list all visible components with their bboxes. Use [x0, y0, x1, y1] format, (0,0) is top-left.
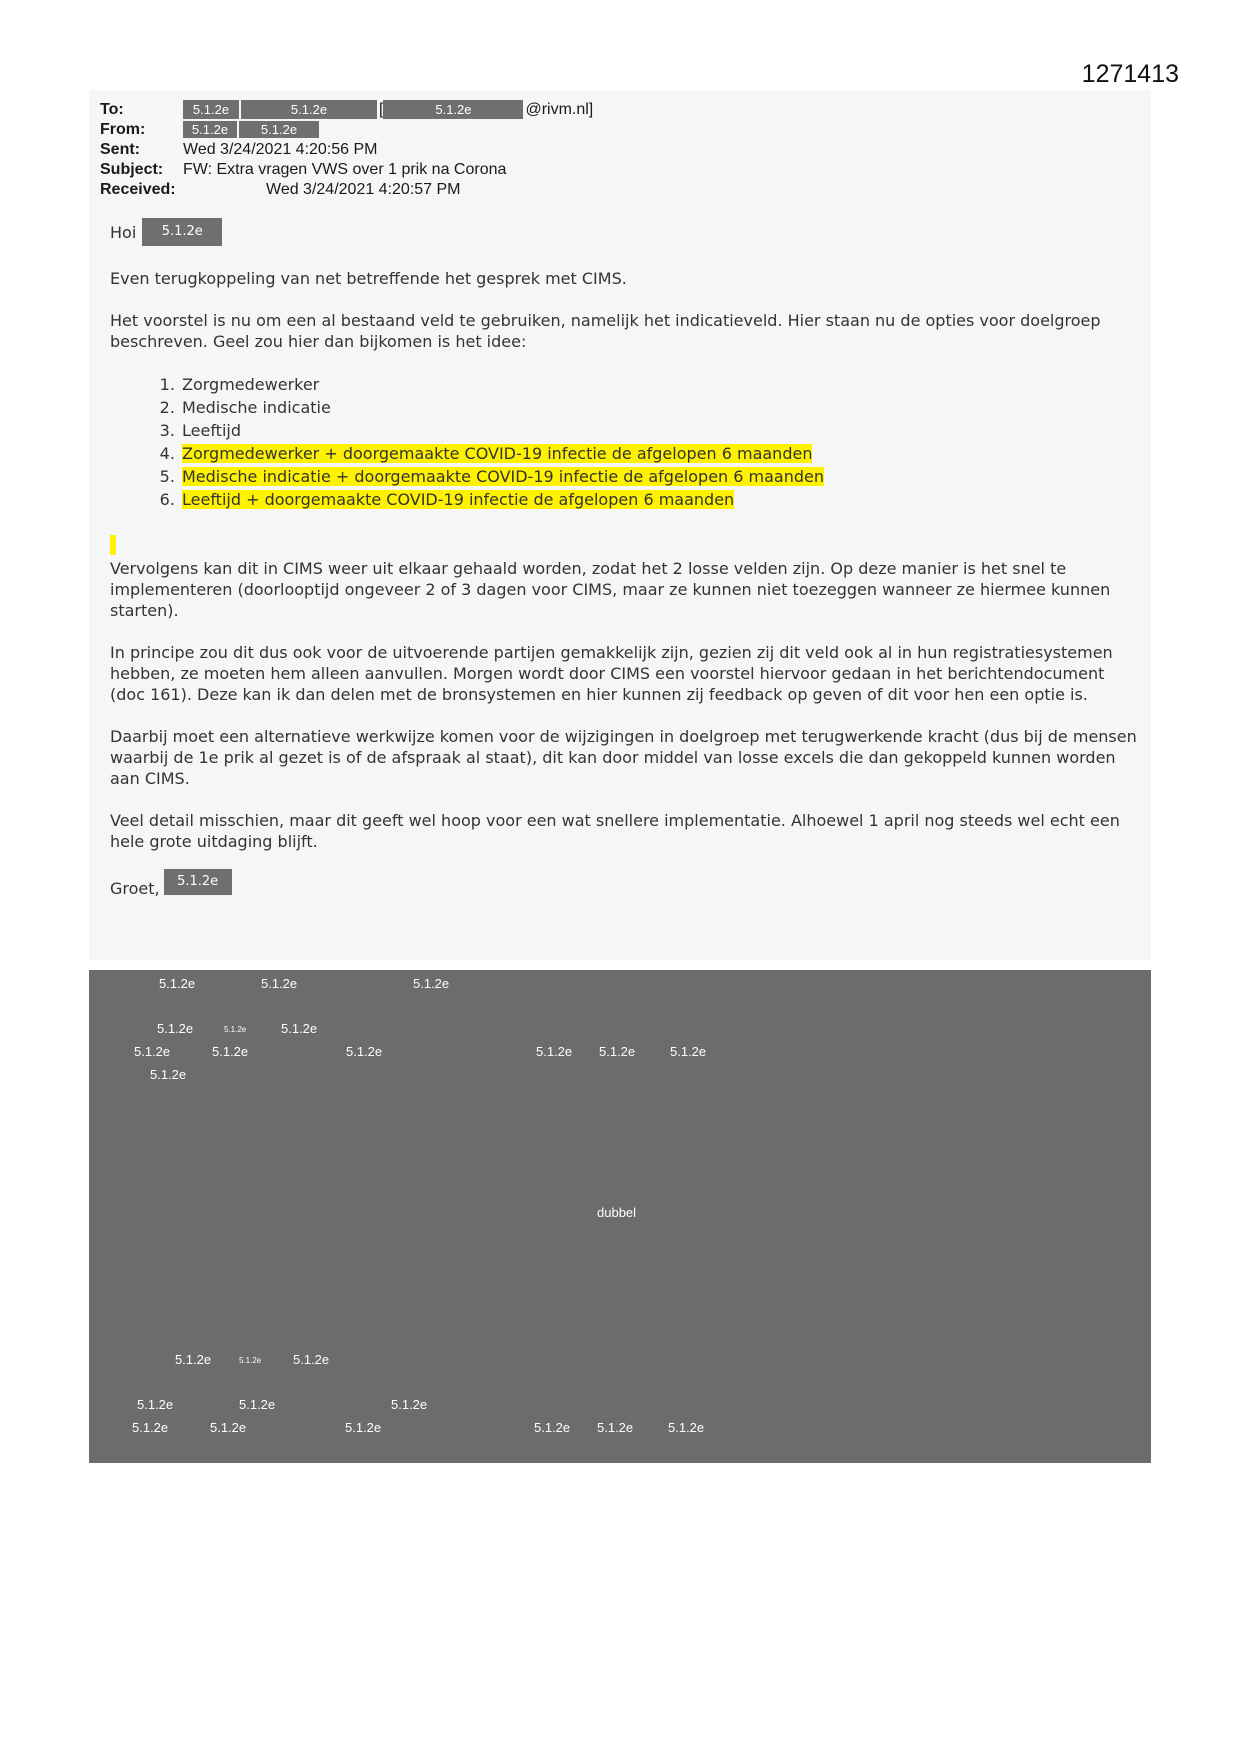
sent-value: Wed 3/24/2021 4:20:56 PM — [183, 141, 378, 158]
greeting-line — [110, 218, 1140, 246]
list-item-text-highlighted: Medische indicatie + doorgemaakte COVID-19 infectie de afgelopen 6 maanden — [182, 467, 824, 486]
from-value — [183, 120, 321, 140]
redaction-box: 5.1.2e — [241, 100, 377, 119]
paragraph: Vervolgens kan dit in CIMS weer uit elkaar gehaald worden, zodat het 2 losse velden zijn. Op deze manier is het snel te implementeren (doorlooptijd ongeveer 2 of 3 dagen voor CIMS, maar ze kunnen niet toezeggen wanneer ze hiermee kunnen starten). — [110, 559, 1111, 620]
redaction-code: 5.1.2e — [597, 1420, 634, 1435]
redaction-label-dubbel: dubbel — [597, 1205, 637, 1220]
redaction-code: 5.1.2e — [391, 1397, 428, 1412]
closing-line — [110, 873, 1140, 899]
redaction-code: 5.1.2e — [345, 1420, 382, 1435]
target-group-list — [110, 373, 1140, 511]
redaction-code: 5.1.2e — [159, 976, 196, 991]
to-label: To: — [100, 101, 124, 118]
redaction-code: 5.1.2e — [346, 1044, 383, 1059]
redaction-box: 5.1.2e — [383, 100, 523, 119]
redaction-code: 5.1.2e — [212, 1044, 249, 1059]
redaction-box: 5.1.2e — [183, 121, 237, 138]
list-item-text: Zorgmedewerker — [182, 375, 320, 394]
redaction-code: 5.1.2e — [137, 1397, 174, 1412]
paragraph: Het voorstel is nu om een al bestaand veld te gebruiken, namelijk het indicatieveld. Hier staan nu de opties voor doelgroep beschreven. Geel zou hier dan bijkomen is het idee: — [110, 311, 1101, 351]
to-value — [183, 100, 593, 120]
redaction-code: 5.1.2e — [261, 976, 298, 991]
redaction-code: 5.1.2e — [132, 1420, 169, 1435]
redaction-code: 5.1.2e — [670, 1044, 707, 1059]
greeting: Hoi — [110, 222, 137, 242]
redaction-code: 5.1.2e — [413, 976, 450, 991]
list-item — [180, 396, 1140, 419]
redaction-code: 5.1.2e — [293, 1352, 330, 1367]
redaction-code: 5.1.2e — [150, 1067, 187, 1082]
redaction-box: 5.1.2e — [142, 218, 222, 246]
received-value: Wed 3/24/2021 4:20:57 PM — [266, 181, 461, 198]
redaction-code: 5.1.2e — [134, 1044, 171, 1059]
list-item-text-highlighted: Zorgmedewerker + doorgemaakte COVID-19 infectie de afgelopen 6 maanden — [182, 444, 813, 463]
list-item — [180, 442, 1140, 465]
subject-label: Subject: — [100, 161, 164, 178]
redaction-code: 5.1.2e — [668, 1420, 705, 1435]
received-label: Received: — [100, 181, 176, 198]
redaction-code: 5.1.2e — [536, 1044, 573, 1059]
email-body — [110, 218, 1140, 899]
list-item — [180, 373, 1140, 396]
from-label: From: — [100, 121, 146, 138]
paragraph: Daarbij moet een alternatieve werkwijze komen voor de wijzigingen in doelgroep met terugwerkende kracht (dus bij de mensen waarbij de 1e prik al gezet is of de afspraak al staat), dit kan door middel van losse excels die dan gekoppeld kunnen worden aan CIMS. — [110, 727, 1137, 788]
paragraph: In principe zou dit dus ook voor de uitvoerende partijen gemakkelijk zijn, gezien zij dit veld ook al in hun registratiesystemen hebben, ze moeten hem alleen aanvullen. Morgen wordt door CIMS een voorstel hiervoor gedaan in het berichtendocument (doc 161). Deze kan ik dan delen met de bronsystemen en hier kunnen zij feedback op geven of dit voor hen een optie is. — [110, 643, 1113, 704]
list-item-text: Medische indicatie — [182, 398, 331, 417]
document-id: 1271413 — [1081, 60, 1179, 88]
subject-value: FW: Extra vragen VWS over 1 prik na Corona — [183, 161, 507, 178]
redaction-code: 5.1.2e — [157, 1021, 194, 1036]
paragraph: Even terugkoppeling van net betreffende het gesprek met CIMS. — [110, 269, 627, 288]
redacted-block — [89, 970, 1151, 1463]
closing: Groet, — [110, 879, 160, 898]
redaction-box: 5.1.2e — [239, 121, 319, 138]
redaction-code-small: 5.1.2e — [224, 1025, 247, 1034]
paragraph: Veel detail misschien, maar dit geeft wel hoop voor een wat snellere implementatie. Alhoewel 1 april nog steeds wel echt een hele grote uitdaging blijft. — [110, 811, 1120, 851]
redaction-code-small: 5.1.2e — [239, 1356, 262, 1365]
list-item — [180, 419, 1140, 442]
redaction-code: 5.1.2e — [281, 1021, 318, 1036]
redaction-code: 5.1.2e — [239, 1397, 276, 1412]
redaction-code: 5.1.2e — [175, 1352, 212, 1367]
redaction-code: 5.1.2e — [210, 1420, 247, 1435]
redaction-code: 5.1.2e — [599, 1044, 636, 1059]
list-item — [180, 488, 1140, 511]
to-domain: @rivm.nl] — [525, 101, 594, 118]
list-item — [180, 465, 1140, 488]
redaction-code: 5.1.2e — [534, 1420, 571, 1435]
list-item-text: Leeftijd — [182, 421, 241, 440]
to-bracket: [ — [379, 101, 384, 118]
redaction-box: 5.1.2e — [183, 100, 239, 119]
sent-label: Sent: — [100, 141, 140, 158]
list-item-text-highlighted: Leeftijd + doorgemaakte COVID-19 infectie de afgelopen 6 maanden — [182, 490, 735, 509]
redaction-box: 5.1.2e — [164, 869, 232, 895]
highlight-marker — [110, 535, 116, 555]
